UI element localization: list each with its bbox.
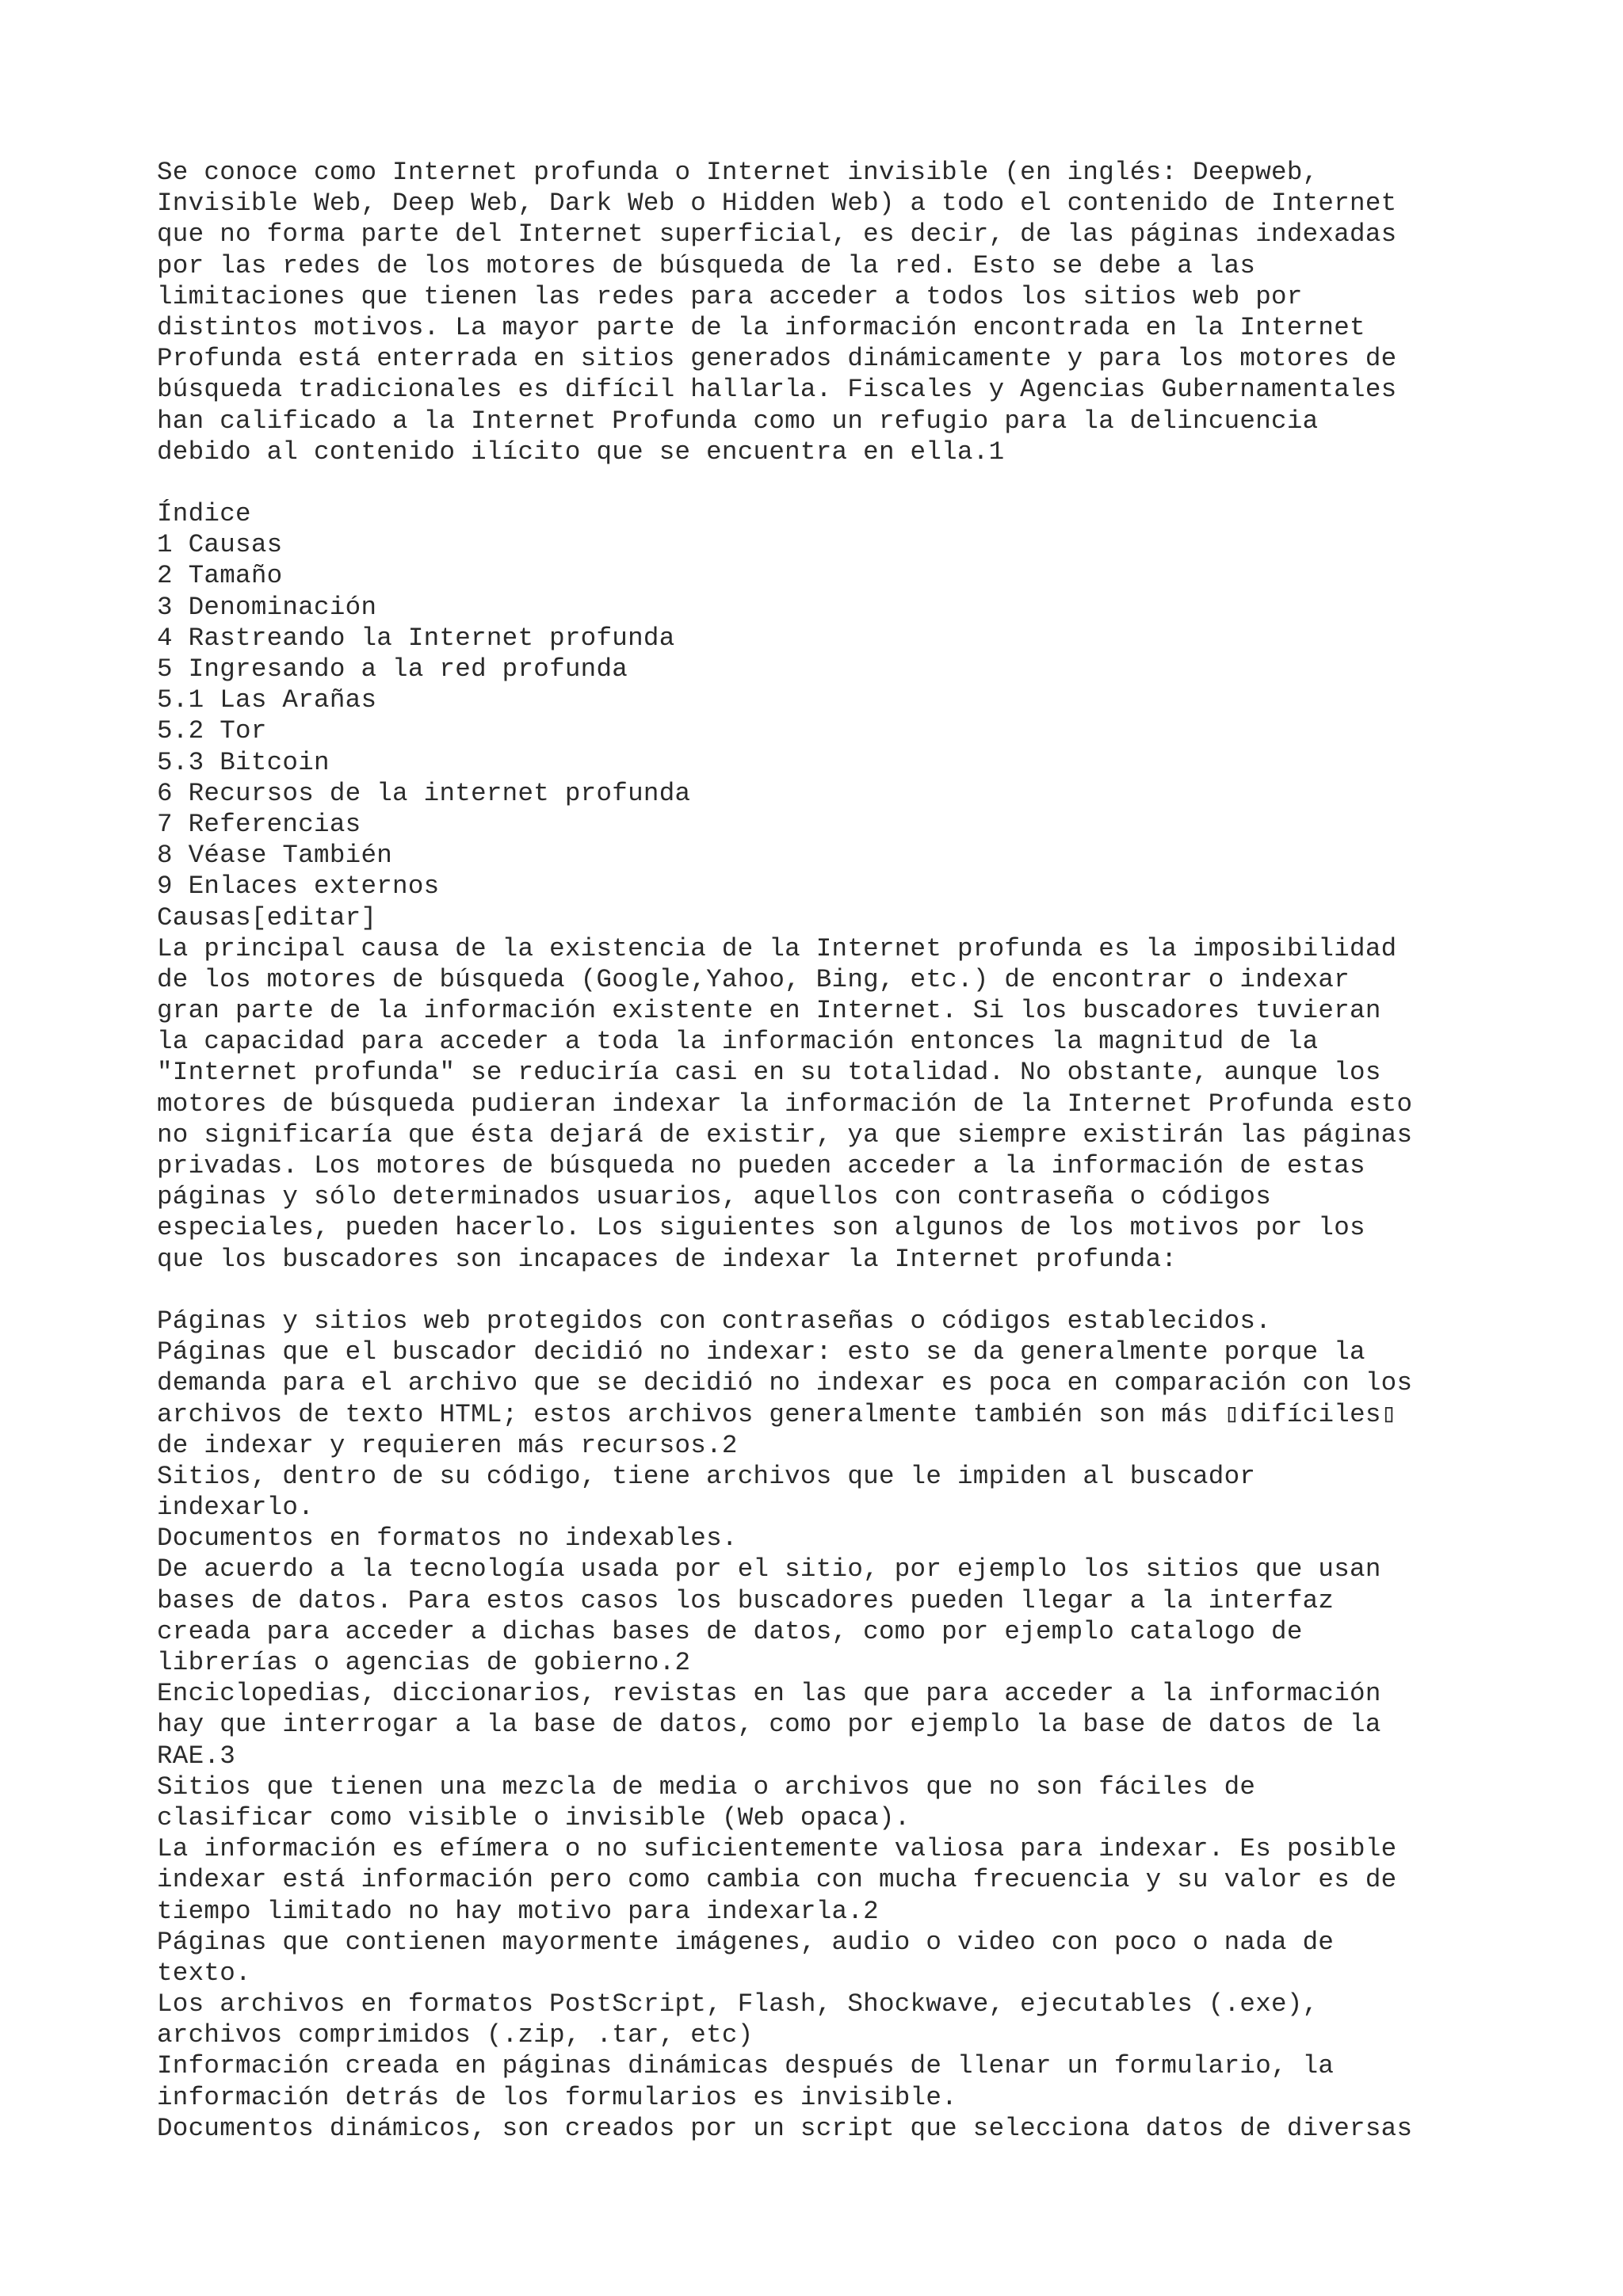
reasons-list <box>157 1306 1583 2144</box>
text-line: Invisible Web, Deep Web, Dark Web o Hidden Web) a todo el contenido de Internet <box>157 189 1397 219</box>
list-item: Sitios que tienen una mezcla de media o archivos que no son fáciles de <box>157 1772 1256 1802</box>
text-line: La principal causa de la existencia de la Internet profunda es la imposibilidad <box>157 933 1397 963</box>
list-item: Páginas que el buscador decidió no indexar: esto se da generalmente porque la <box>157 1337 1365 1367</box>
list-item: Información creada en páginas dinámicas después de llenar un formulario, la <box>157 2051 1335 2081</box>
list-item: RAE.3 <box>157 1741 236 1771</box>
list-item: texto. <box>157 1958 251 1988</box>
toc-item: 5.2 Tor <box>157 716 267 746</box>
list-item: librerías o agencias de gobierno.2 <box>157 1648 691 1677</box>
text-line: motores de búsqueda pudieran indexar la información de la Internet Profunda esto <box>157 1089 1413 1119</box>
list-item: indexar está información pero como cambia con mucha frecuencia y su valor es de <box>157 1865 1397 1895</box>
text-line: búsqueda tradicionales es difícil hallarla. Fiscales y Agencias Gubernamentales <box>157 375 1397 405</box>
list-item: Páginas y sitios web protegidos con contraseñas o códigos establecidos. <box>157 1306 1272 1336</box>
toc-item: 5.1 Las Arañas <box>157 685 377 715</box>
list-item: creada para acceder a dichas bases de datos, como por ejemplo catalogo de <box>157 1616 1303 1646</box>
section-causas <box>157 902 1583 2145</box>
toc-item: 1 Causas <box>157 530 283 560</box>
text-line: que los buscadores son incapaces de indexar la Internet profunda: <box>157 1244 1178 1274</box>
list-item: demanda para el archivo que se decidió no indexar es poca en comparación con los <box>157 1368 1413 1398</box>
toc-item: 9 Enlaces externos <box>157 871 440 902</box>
text-line: distintos motivos. La mayor parte de la información encontrada en la Internet <box>157 312 1365 342</box>
document-page <box>157 157 1583 2144</box>
text-line: "Internet profunda" se reduciría casi en su totalidad. No obstante, aunque los <box>157 1058 1381 1088</box>
toc-item: 5.3 Bitcoin <box>157 747 330 777</box>
section-heading: Causas[editar] <box>157 902 377 933</box>
text-line: especiales, pueden hacerlo. Los siguientes son algunos de los motivos por los <box>157 1213 1365 1243</box>
spacer <box>157 1275 1583 1306</box>
toc-item: 8 Véase También <box>157 841 393 871</box>
toc-item: 4 Rastreando la Internet profunda <box>157 623 675 653</box>
text-line: han calificado a la Internet Profunda como un refugio para la delincuencia <box>157 406 1319 436</box>
list-item: información detrás de los formularios es invisible. <box>157 2082 957 2112</box>
list-item: De acuerdo a la tecnología usada por el sitio, por ejemplo los sitios que usan <box>157 1554 1381 1585</box>
toc-title: Índice <box>157 499 251 529</box>
text-line: Se conoce como Internet profunda o Internet invisible (en inglés: Deepweb, <box>157 158 1319 187</box>
list-item: Documentos en formatos no indexables. <box>157 1524 738 1554</box>
table-of-contents <box>157 498 1583 902</box>
text-line: que no forma parte del Internet superficial, es decir, de las páginas indexadas <box>157 219 1397 250</box>
toc-item: 3 Denominación <box>157 592 377 622</box>
list-item: Páginas que contienen mayormente imágenes, audio o video con poco o nada de <box>157 1927 1335 1957</box>
list-item: hay que interrogar a la base de datos, como por ejemplo la base de datos de la <box>157 1710 1381 1740</box>
text-line: no significaría que ésta dejará de existir, ya que siempre existirán las páginas <box>157 1119 1413 1150</box>
text-line: por las redes de los motores de búsqueda de la red. Esto se debe a las <box>157 250 1256 280</box>
spacer <box>157 467 1583 498</box>
list-item: indexarlo. <box>157 1493 315 1523</box>
toc-item: 5 Ingresando a la red profunda <box>157 654 628 684</box>
text-line: privadas. Los motores de búsqueda no pueden acceder a la información de estas <box>157 1151 1365 1180</box>
text-line: de los motores de búsqueda (Google,Yahoo, Bing, etc.) de encontrar o indexar <box>157 964 1350 994</box>
list-item: Enciclopedias, diccionarios, revistas en las que para acceder a la información <box>157 1679 1381 1709</box>
list-item: Sitios, dentro de su código, tiene archivos que le impiden al buscador <box>157 1461 1256 1491</box>
text-line: debido al contenido ilícito que se encuentra en ella.1 <box>157 437 1005 467</box>
list-item: tiempo limitado no hay motivo para indexarla.2 <box>157 1896 879 1926</box>
list-item: clasificar como visible o invisible (Web opaca). <box>157 1802 911 1833</box>
text-line: Profunda está enterrada en sitios generados dinámicamente y para los motores de <box>157 344 1397 374</box>
list-item: de indexar y requieren más recursos.2 <box>157 1430 738 1460</box>
list-item: Los archivos en formatos PostScript, Flash, Shockwave, ejecutables (.exe), <box>157 1989 1319 2019</box>
list-item: Documentos dinámicos, son creados por un script que selecciona datos de diversas <box>157 2113 1413 2143</box>
list-item: La información es efímera o no suficientemente valiosa para indexar. Es posible <box>157 1834 1397 1864</box>
list-item: archivos de texto HTML; estos archivos generalmente también son más ▯difíciles▯ <box>157 1399 1397 1429</box>
toc-item: 7 Referencias <box>157 809 361 839</box>
text-line: limitaciones que tienen las redes para acceder a todos los sitios web por <box>157 281 1303 311</box>
toc-item: 2 Tamaño <box>157 561 283 591</box>
text-line: páginas y sólo determinados usuarios, aquellos con contraseña o códigos <box>157 1182 1272 1212</box>
text-line: la capacidad para acceder a toda la información entonces la magnitud de la <box>157 1027 1319 1057</box>
toc-item: 6 Recursos de la internet profunda <box>157 778 691 808</box>
list-item: bases de datos. Para estos casos los buscadores pueden llegar a la interfaz <box>157 1585 1335 1615</box>
list-item: archivos comprimidos (.zip, .tar, etc) <box>157 2020 754 2050</box>
text-line: gran parte de la información existente en Internet. Si los buscadores tuvieran <box>157 996 1381 1026</box>
intro-paragraph <box>157 157 1583 467</box>
